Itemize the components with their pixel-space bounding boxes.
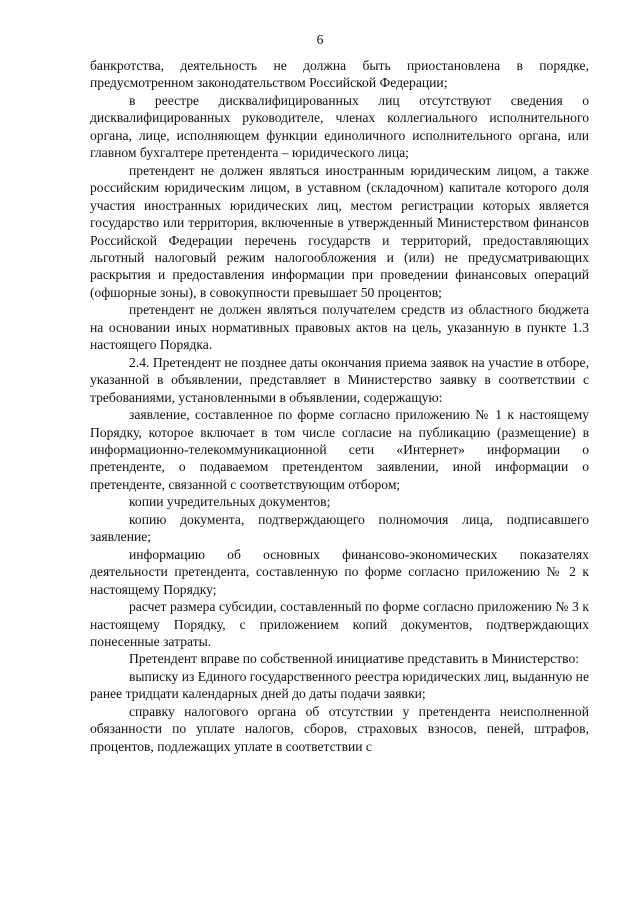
paragraph-foreign-entity: претендент не должен являться иностранным юридическим лицом, а также российским юридическим лицом, в уставном (складочном) капитале которого доля участия иностранных юридических лиц, местом регистрации которых является государство или территория, включенные в утвержденный Министерством финансов Российской Федерации перечень государств и территорий, предоставляющих льготный налоговый режим налогообложения и (или) не предусматривающих раскрытия и предоставления информации при проведении финансовых операций (офшорные зоны), в совокупности превышает 50 процентов; <box>90 162 589 300</box>
paragraph-tax-certificate: справку налогового органа об отсутствии у претендента неисполненной обязанности по уплате налогов, сборов, страховых взносов, пеней, штрафов, процентов, подлежащих уплате в соответствии с <box>90 703 589 754</box>
paragraph-financial-indicators: информацию об основных финансово-экономических показателях деятельности претендента, составленную по форме согласно приложению № 2 к настоящему Порядку; <box>90 546 589 597</box>
paragraph-bankruptcy: банкротства, деятельность не должна быть приостановлена в порядке, предусмотренном законодательством Российской Федерации; <box>90 58 589 91</box>
paragraph-founding-docs: копии учредительных документов; <box>129 494 331 510</box>
paragraph-subsidy-calculation: расчет размера субсидии, составленный по форме согласно приложению № 3 к настоящему Порядку, с приложением копий документов, подтверждающих понесенные затраты. <box>90 599 589 649</box>
paragraph-own-initiative: Претендент вправе по собственной инициативе представить в Министерство: <box>129 651 580 667</box>
paragraph-regional-budget: претендент не должен являться получателем средств из областного бюджета на основании иных нормативных правовых актов на цель, указанную в пункте 1.3 настоящего Порядка. <box>90 302 589 353</box>
paragraph-2-4-application: 2.4. Претендент не позднее даты окончания приема заявок на участие в отборе, указанной в объявлении, представляет в Министерство заявку в соответствии с требованиями, установленными в объявлении, содержащую: <box>90 354 589 405</box>
paragraph-disqualified-registry: в реестре дисквалифицированных лиц отсутствуют сведения о дисквалифицированных руководителе, членах коллегиального исполнительного органа, лице, исполняющем функции единоличного исполнительного органа, или главном бухгалтере претендента – юридического лица; <box>90 92 589 161</box>
page-number: 6 <box>316 32 324 47</box>
document-body <box>90 57 589 755</box>
paragraph-application-statement: заявление, составленное по форме согласно приложению № 1 к настоящему Порядку, которое включает в том числе согласие на публикацию (размещение) в информационно-телекоммуникационной сети «Интернет» информации о претенденте, о подаваемом претендентом заявлении, иной информации о претенденте, связанной с соответствующим отбором; <box>90 407 589 492</box>
paragraph-authority-doc: копию документа, подтверждающего полномочия лица, подписавшего заявление; <box>90 511 589 545</box>
paragraph-egrul-extract: выписку из Единого государственного реестра юридических лиц, выданную не ранее тридцати календарных дней до даты подачи заявки; <box>90 668 589 702</box>
